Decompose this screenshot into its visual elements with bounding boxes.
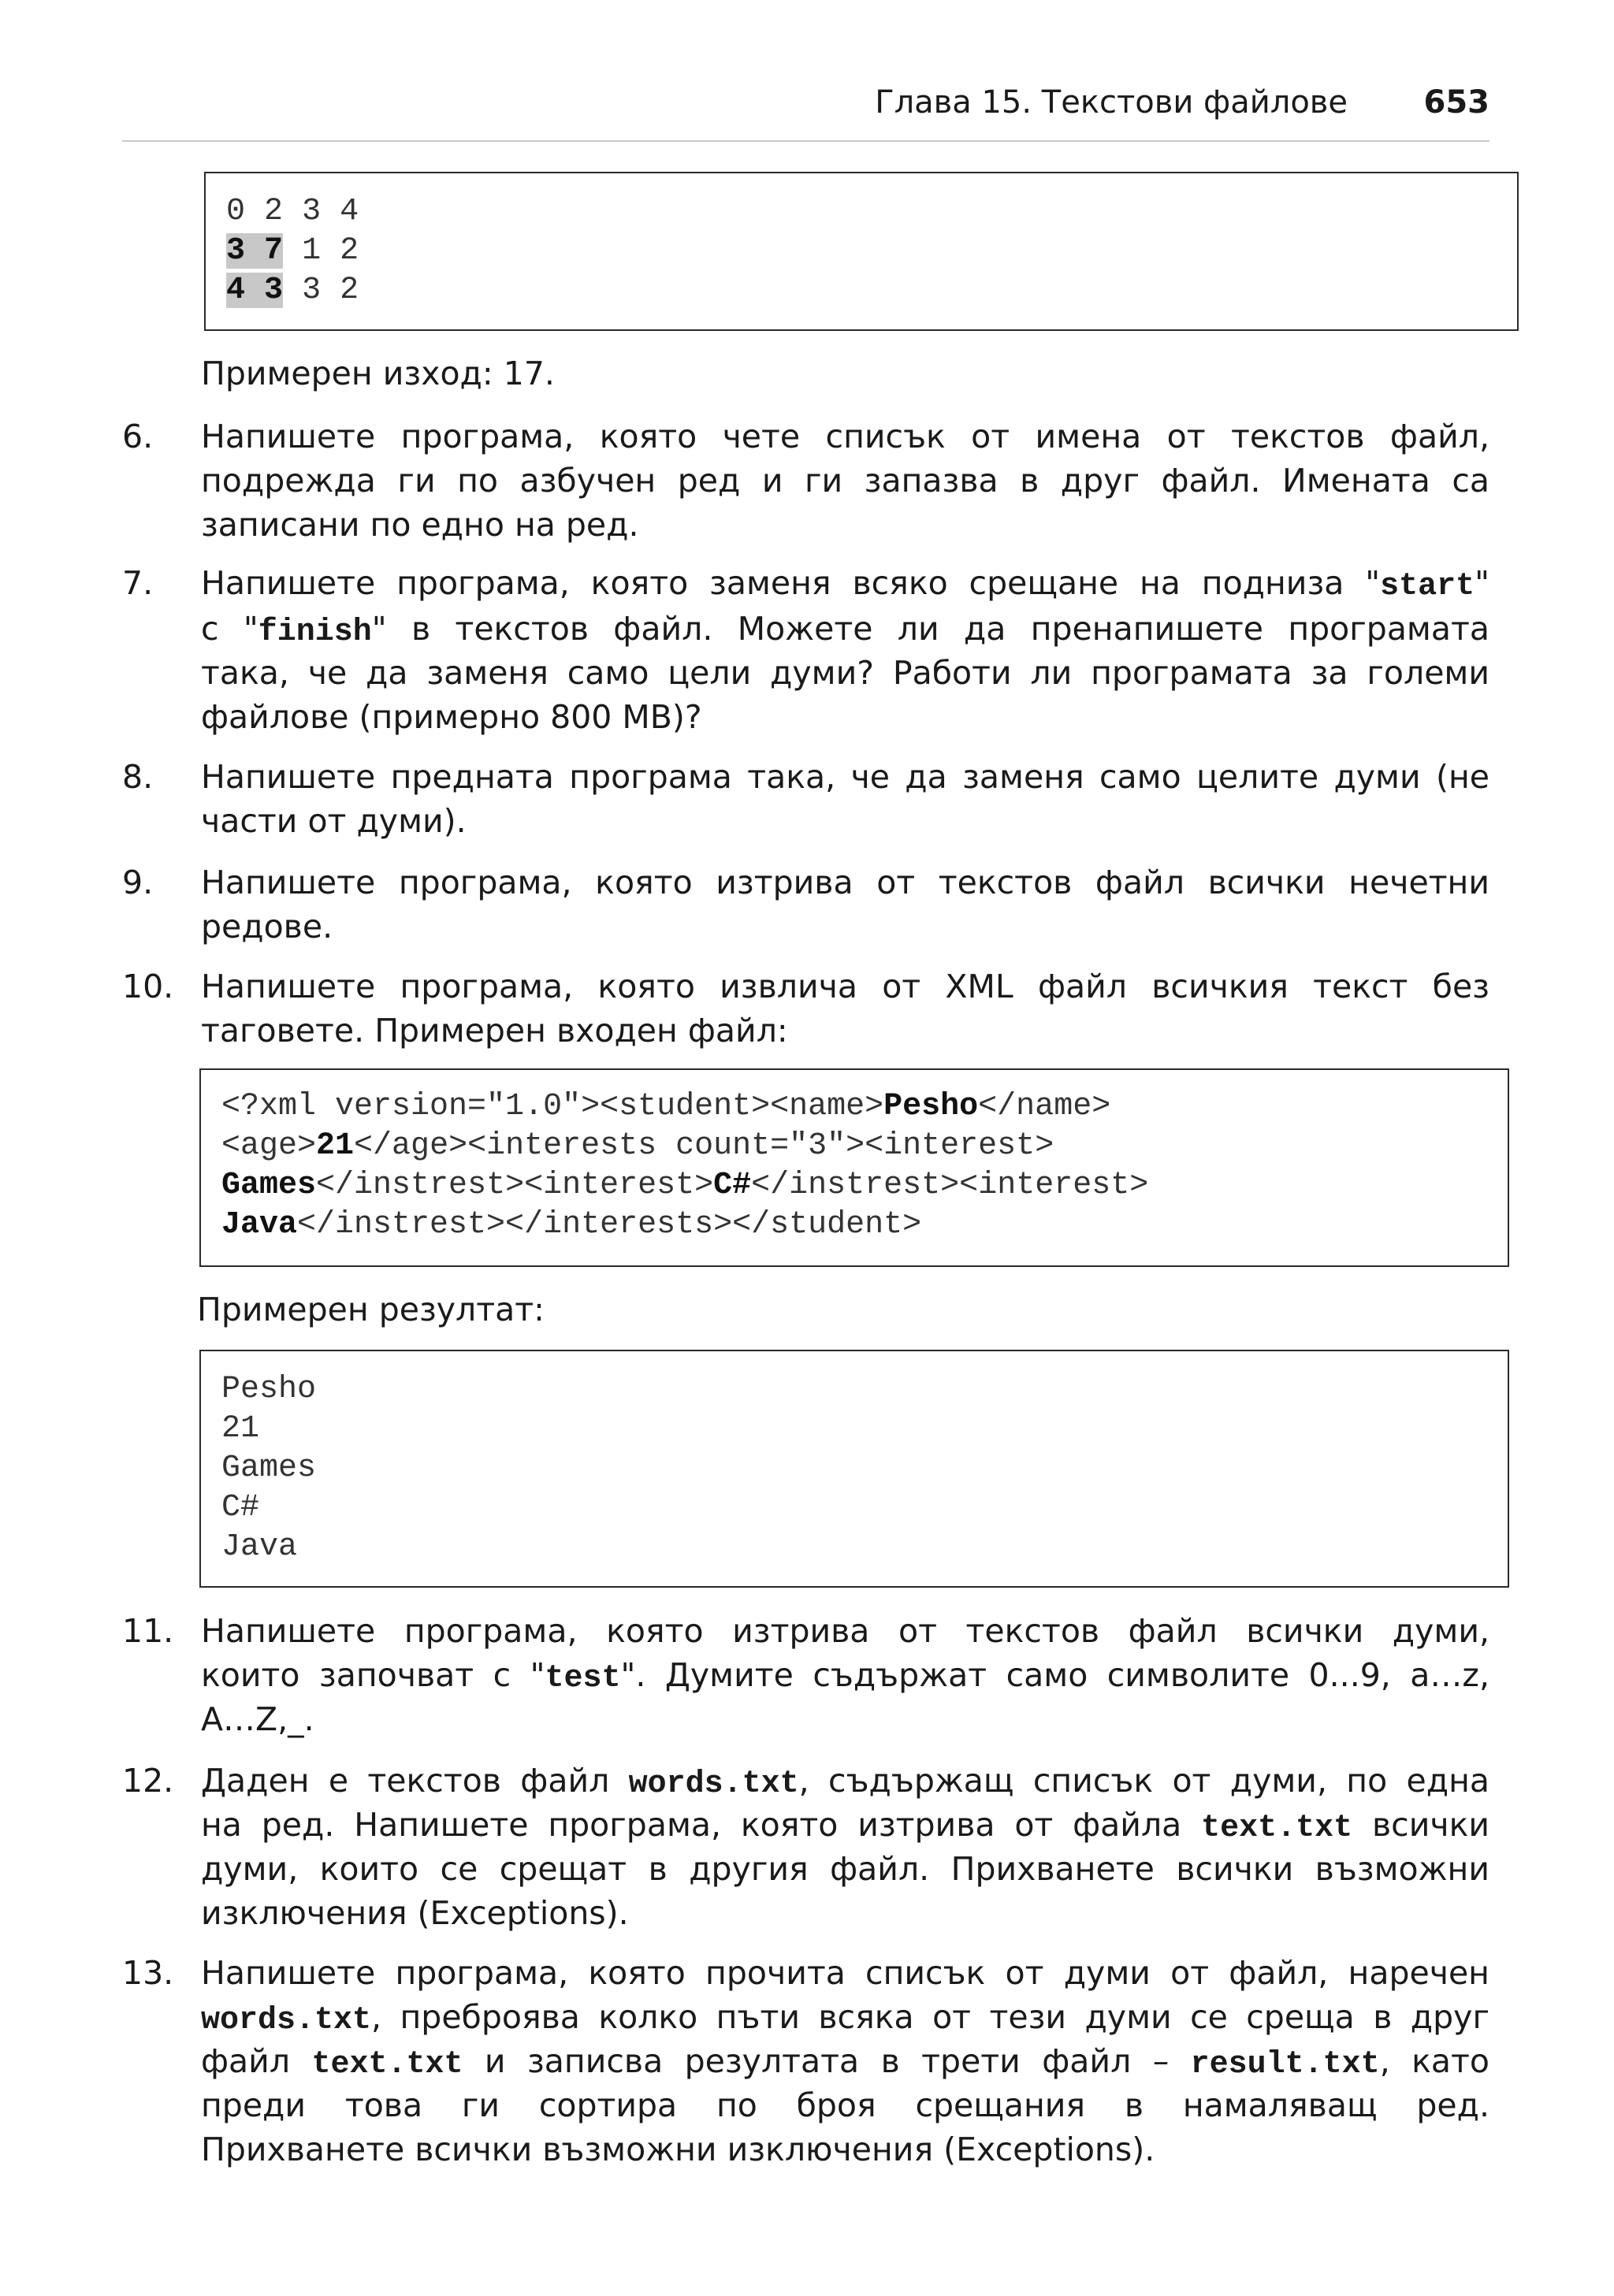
code-words-txt: words.txt (628, 1767, 799, 1802)
item-number: 10. (122, 968, 174, 1005)
text-line: Напишете програма, която извлича от XML файл всичкия текст без (201, 968, 1489, 1005)
text-line: Напишете програма, която изтрива от текстов файл всички думи, (201, 1612, 1489, 1650)
item-number: 13. (122, 1954, 174, 1992)
text-line: подрежда ги по азбучен ред и ги запазва в друг файл. Имената са (201, 462, 1489, 500)
code-finish: finish (258, 615, 372, 650)
text-line: Напишете програма, която чете списък от имена от текстов файл, (201, 418, 1489, 455)
text-line: части от думи). (201, 802, 467, 840)
item-text (201, 1609, 1489, 1741)
text-line: Напишете програма, която изтрива от текстов файл всички нечетни (201, 864, 1489, 901)
matrix-cells: 3 2 (302, 273, 359, 308)
code-line: Games</instrest><interest>C#</instrest><interest> (221, 1168, 1149, 1203)
text-line: файл text.txt и записва резултата в трети файл – result.txt, като (201, 2042, 1489, 2082)
code-line: Java</instrest></interests></student> (221, 1207, 922, 1243)
code-line: Pesho (221, 1372, 317, 1407)
code-start: start (1380, 569, 1475, 604)
code-line: Games (221, 1451, 317, 1486)
text-line: файлове (примерно 800 MB)? (201, 698, 702, 736)
page-number: 653 (1423, 84, 1489, 121)
matrix-code-box (204, 172, 1519, 331)
item-number: 12. (122, 1762, 174, 1800)
result-code-box (199, 1350, 1509, 1588)
code-line: <?xml version="1.0"><student><name>Pesho</name> (221, 1089, 1111, 1124)
text-line: A…Z,_. (201, 1700, 314, 1738)
item-text (201, 860, 1489, 949)
text-line: думи, които се срещат в другия файл. Прихванете всички възможни (201, 1850, 1489, 1888)
code-text-txt: text.txt (1201, 1811, 1353, 1846)
matrix-row (226, 192, 1517, 232)
code-line: Java (221, 1529, 298, 1565)
text-line: Прихванете всички възможни изключения (Exceptions). (201, 2131, 1155, 2168)
highlighted-cells: 3 7 (226, 233, 284, 269)
text-line: words.txt, преброява колко пъти всяка от тези думи се среща в друг (201, 1998, 1489, 2038)
text-line: с "finish" в текстов файл. Можете ли да пренапишете програмата (201, 610, 1489, 650)
matrix-row (226, 271, 1517, 310)
item-number: 7. (122, 564, 154, 602)
page-header (122, 80, 1489, 142)
code-line: <age>21</age><interests count="3"><interest> (221, 1128, 1054, 1164)
item-number: 9. (122, 864, 154, 901)
chapter-title: Глава 15. Текстови файлове (875, 84, 1348, 121)
text-line: които започват с "test". Думите съдържат само символите 0...9, a…z, (201, 1656, 1489, 1696)
item-text (201, 755, 1489, 843)
code-line: 21 (221, 1411, 260, 1447)
text-line: така, че да заменя само цели думи? Работи ли програмата за големи (201, 654, 1489, 692)
text-line: записани по едно на ред. (201, 506, 639, 544)
item-number: 11. (122, 1612, 174, 1650)
sample-output: Примерен изход: 17. (201, 355, 555, 392)
code-test: test (545, 1661, 621, 1696)
text-line: редове. (201, 908, 333, 946)
matrix-cell: 0 (226, 194, 246, 229)
item-text (201, 1951, 1489, 2172)
text-line: Напишете програма, която заменя всяко срещане на подниза "start" (201, 564, 1489, 604)
item-text (201, 964, 1489, 1053)
text-line: изключения (Exceptions). (201, 1894, 629, 1932)
code-line: C# (221, 1490, 260, 1525)
matrix-row (226, 232, 1517, 271)
item-number: 6. (122, 418, 154, 455)
item-number: 8. (122, 758, 154, 796)
sample-result-label: Примерен резултат: (197, 1291, 545, 1328)
text-line: на ред. Напишете програма, която изтрива от файла text.txt всички (201, 1806, 1489, 1846)
xml-code-box (199, 1068, 1509, 1267)
code-text-txt: text.txt (311, 2047, 463, 2082)
code-result-txt: result.txt (1190, 2047, 1380, 2082)
text-line: Напишете програма, която прочита списък от думи от файл, наречен (201, 1954, 1489, 1992)
item-text (201, 1759, 1489, 1935)
text-line: Даден е текстов файл words.txt, съдържащ списък от думи, по една (201, 1762, 1490, 1802)
text-line: преди това ги сортира по броя срещания в намаляващ ред. (201, 2086, 1489, 2124)
matrix-cells: 3 4 (302, 194, 359, 229)
item-text (201, 414, 1489, 547)
item-text (201, 561, 1489, 739)
matrix-cell: 2 (264, 194, 284, 229)
code-words-txt: words.txt (201, 2003, 372, 2038)
text-line: таговете. Примерен входен файл: (201, 1012, 788, 1050)
text-line: Напишете предната програма така, че да заменя само целите думи (не (201, 758, 1489, 796)
matrix-cells: 1 2 (302, 233, 359, 269)
highlighted-cells: 4 3 (226, 273, 284, 308)
